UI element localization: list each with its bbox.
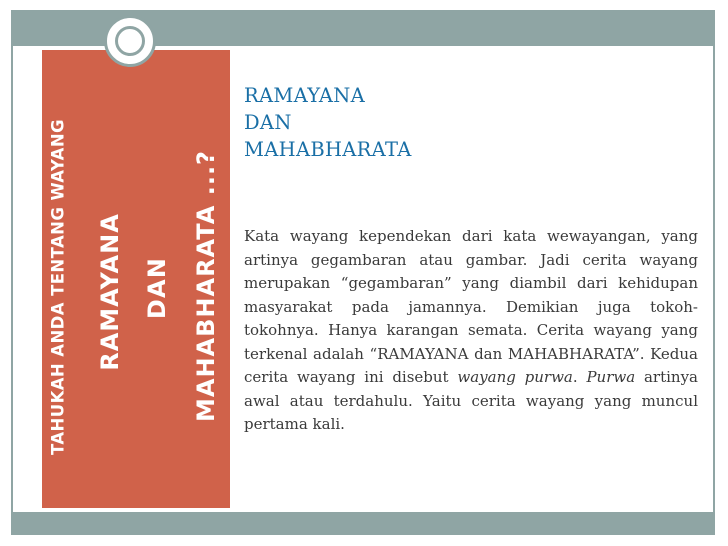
title-line3: MAHABHARATA: [244, 138, 412, 161]
circle-ornament-icon: [104, 15, 156, 67]
side-heading-line3: DAN: [143, 256, 171, 320]
body-part2: .: [572, 368, 587, 386]
slide-title: [244, 82, 412, 163]
bottom-band: [11, 512, 715, 535]
title-line2: DAN: [244, 111, 292, 134]
body-italic-purwa: Purwa: [586, 368, 636, 386]
body-part1: Kata wayang kependekan dari kata wewayangan, yang artinya gegambaran atau gambar. Jadi cerita wayang merupakan “gegambaran” yang diambil dari kehidupan masyarakat pada jamannya. Demikian juga tokoh-tokohnya. Hanya karangan semata. Cerita wayang yang terkenal adalah “RAMAYANA dan MAHABHARATA”. Kedua cerita wayang ini disebut: [244, 227, 698, 386]
side-heading-line1: TAHUKAH ANDA TENTANG WAYANG: [48, 119, 68, 455]
side-heading-line2: RAMAYANA: [96, 213, 124, 371]
body-part3: artinya awal atau terdahulu. Yaitu cerita wayang yang muncul pertama kali.: [244, 368, 698, 433]
side-heading-line4: MAHABHARATA ...?: [192, 150, 220, 422]
body-paragraph: [244, 225, 698, 437]
title-line1: RAMAYANA: [244, 84, 366, 107]
body-italic-wayang-purwa: wayang purwa: [457, 368, 573, 386]
circle-ornament-inner: [115, 26, 145, 56]
